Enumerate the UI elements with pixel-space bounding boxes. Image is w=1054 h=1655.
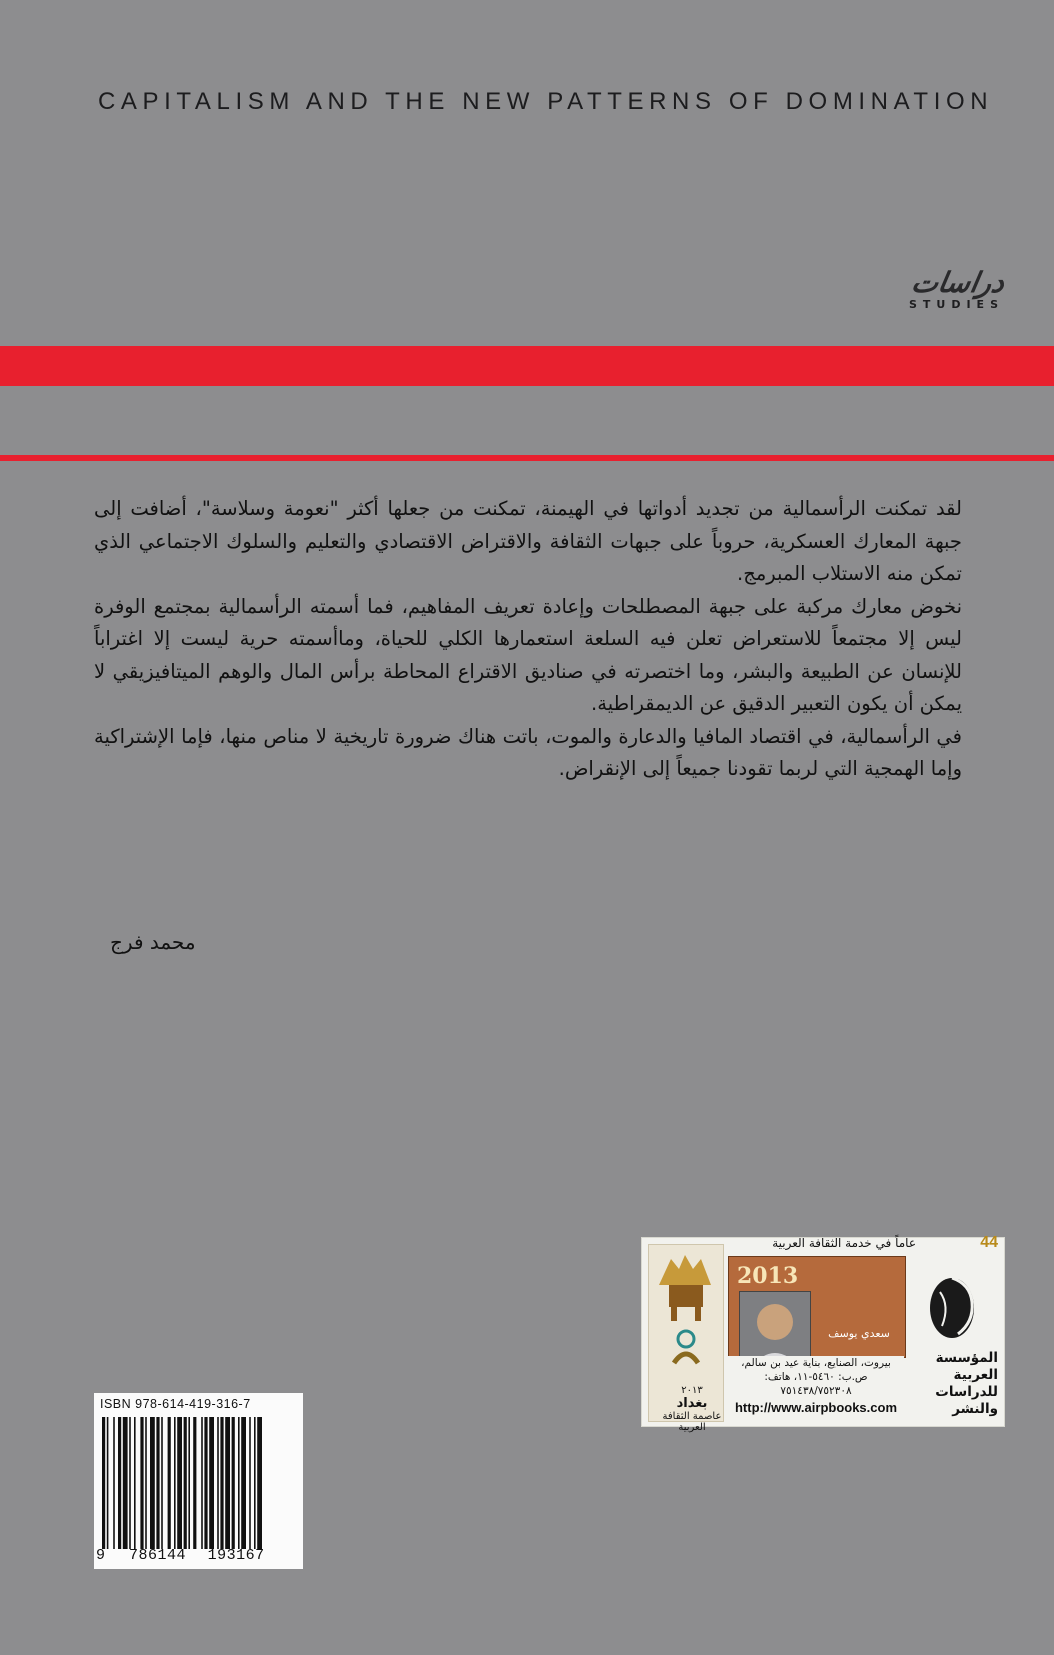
publisher-address: بيروت، الصنايع، بناية عيد بن سالم، ص.ب: ٥٤٦٠-١١، هاتف: ٧٥١٤٣٨/٧٥٢٣٠٨ [728, 1356, 904, 1398]
baghdad-stamp [648, 1244, 724, 1433]
red-rule [0, 455, 1054, 461]
barcode-bar [241, 1417, 246, 1549]
publisher-name-line: للدراسات [935, 1384, 998, 1400]
publisher-name-line: والنشر [952, 1401, 998, 1417]
barcode-digits [96, 1547, 301, 1564]
barcode-bar [113, 1417, 115, 1549]
barcode-bar [209, 1417, 214, 1549]
series-logo-mark: دراسات [909, 266, 1007, 299]
barcode-bar [193, 1417, 196, 1549]
barcode-bar [257, 1417, 262, 1549]
publisher-url: http://www.airpbooks.com [734, 1400, 898, 1415]
barcode-bar [220, 1417, 223, 1549]
portrait-image [739, 1291, 811, 1358]
anniversary-text: عاماً في خدمة الثقافة العربية [772, 1236, 916, 1250]
stamp-person: سعدي يوسف [828, 1327, 890, 1340]
barcode-bar [201, 1417, 203, 1549]
anniversary-number: 44 [980, 1234, 998, 1251]
publisher-logo-icon [912, 1262, 998, 1348]
barcode-bar [156, 1417, 159, 1549]
barcode-bar [238, 1417, 240, 1549]
barcode-bar [168, 1417, 171, 1549]
publisher-name-line: العربية [953, 1367, 998, 1383]
isbn-barcode [94, 1393, 303, 1569]
stamp-year: 2013 [737, 1263, 799, 1289]
lamassu-icon [649, 1245, 723, 1375]
barcode-bar [145, 1417, 147, 1549]
publisher-name-line: المؤسسة [935, 1350, 998, 1366]
blurb-paragraph-1: لقد تمكنت الرأسمالية من تجديد أدواتها في الهيمنة، تمكنت من جعلها أكثر "نعومة وسلاسة"، أضافت إلى جبهة المعارك العسكرية، حروباً على جبهات الثقافة والاقتراض الاقتصادي والتعليم والسلوك الاجتماعي الذي تمكن منه الاستلاب المبرمج. [94, 497, 962, 585]
barcode-bar [188, 1417, 190, 1549]
barcode-digit-group-2: 193167 [207, 1547, 265, 1564]
series-logo-name: STUDIES [908, 298, 1004, 311]
isbn-label: ISBN 978-614-419-316-7 [100, 1397, 251, 1411]
baghdad-year: ٢٠١٣ [681, 1385, 703, 1396]
barcode-digit-group-1: 786144 [129, 1547, 187, 1564]
blurb-paragraph-2: نخوض معارك مركبة على جبهة المصطلحات وإعادة تعريف المفاهيم، فما أسمته الرأسمالية بمجتمع الوفرة ليس إلا مجتمعاً للاستعراض تعلن فيه السلعة استعمارها الكلي للحياة، وماأسمته حرية ليست إلا اغتراباً للإنسان عن الطبيعة والبشر، وما اختصرته في صناديق الاقتراع المحاطة برأس المال والوهم الميتافيزيقي لا يمكن أن يكون التعبير الدقيق عن الديمقراطية. [94, 594, 962, 715]
barcode-digit-first: 9 [96, 1547, 106, 1564]
barcode-bar [129, 1417, 131, 1549]
barcode-bar [249, 1417, 251, 1549]
series-logo [874, 266, 1007, 320]
barcode-bar [102, 1417, 105, 1549]
barcode-bar [217, 1417, 219, 1549]
barcode-bar [254, 1417, 256, 1549]
blurb-text [94, 493, 962, 786]
barcode-bar [204, 1417, 207, 1549]
barcode-bar [134, 1417, 136, 1549]
blurb-paragraph-3: في الرأسمالية، في اقتصاد المافيا والدعارة والموت، باتت هناك ضرورة تاريخية لا مناص منها، فإما الإشتراكية وإما الهمجية التي لربما تقودنا جميعاً إلى الإنقراض. [94, 724, 962, 780]
baghdad-name: بغداد [676, 1396, 708, 1411]
barcode-bar [161, 1417, 163, 1549]
author-signature: محمد فرج [110, 930, 196, 954]
baghdad-caption [653, 1385, 731, 1433]
barcode-bar [174, 1417, 176, 1549]
red-band [0, 346, 1054, 386]
publisher-name [912, 1350, 998, 1418]
barcode-bar [107, 1417, 109, 1549]
barcode-bar [225, 1417, 230, 1549]
barcode-bar [232, 1417, 235, 1549]
barcode-bar [123, 1417, 128, 1549]
barcode-bars [102, 1417, 296, 1549]
barcode-bar [140, 1417, 143, 1549]
barcode-bar [118, 1417, 121, 1549]
poet-stamp [728, 1256, 906, 1358]
publisher-block [641, 1234, 1005, 1433]
baghdad-caption-text: عاصمة الثقافة العربية [662, 1411, 722, 1433]
book-title-english: CAPITALISM AND THE NEW PATTERNS OF DOMINATION [98, 88, 994, 115]
barcode-bar [177, 1417, 182, 1549]
barcode-bar [150, 1417, 155, 1549]
barcode-bar [184, 1417, 187, 1549]
